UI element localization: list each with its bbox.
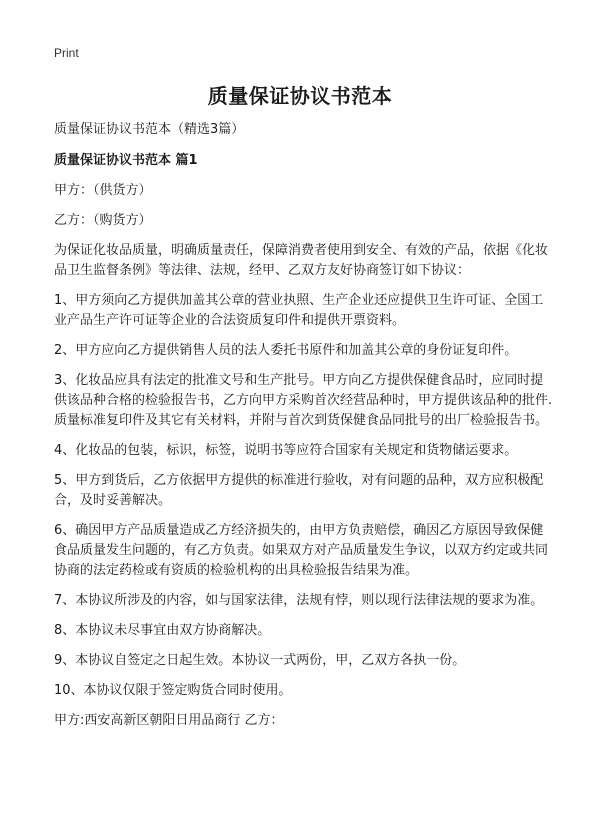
clause-3: 3、化妆品应具有法定的批准文号和生产批号。甲方向乙方提供保健食品时，应同时提供该品种合格的检验报告书，乙方向甲方采购首次经营品种时，甲方提供该品种的批件.质量标准复印件及其它有关材料，并附与首次到货保健食品同批号的出厂检验报告书。: [54, 373, 553, 428]
clause-4: 4、化妆品的包装，标识，标签，说明书等应符合国家有关规定和货物储运要求。: [54, 443, 518, 458]
print-link[interactable]: Print: [54, 46, 79, 60]
clause-1: 1、甲方须向乙方提供加盖其公章的营业执照、生产企业还应提供卫生许可证、全国工业产品生产许可证等企业的合法资质复印件和提供开票资料。: [54, 293, 544, 328]
clause-9: 9、本协议自签定之日起生效。本协议一式两份，甲，乙双方各执一份。: [54, 653, 466, 668]
clause-5: 5、甲方到货后，乙方依据甲方提供的标准进行验收，对有问题的品种，双方应积极配合，及时妥善解决。: [54, 473, 544, 508]
clause-8: 8、本协议未尽事宜由双方协商解决。: [54, 623, 271, 638]
signature-line: 甲方:西安高新区朝阳日用品商行 乙方：: [54, 713, 284, 728]
clause-6: 6、确因甲方产品质量造成乙方经济损失的，由甲方负责赔偿，确因乙方原因导致保健食品质量发生问题的，有乙方负责。如果双方对产品质量发生争议，以双方约定或共同协商的法定药检或有资质的检验机构的出具检验报告结果为准。: [54, 523, 549, 578]
clause-7: 7、本协议所涉及的内容，如与国家法律，法规有悖，则以现行法律法规的要求为准。: [54, 593, 544, 608]
document-subtitle: 质量保证协议书范本（精选3篇）: [54, 122, 245, 137]
intro-paragraph: 为保证化妆品质量，明确质量责任，保障消费者使用到安全、有效的产品，依据《化妆品卫生监督条例》等法律、法规，经甲、乙双方友好协商签订如下协议：: [54, 243, 549, 278]
party-a-line: 甲方：（供货方）: [54, 183, 152, 198]
document-body: [54, 120, 554, 741]
section-heading: 质量保证协议书范本 篇1: [54, 153, 198, 168]
clause-10: 10、本协议仅限于签定购货合同时使用。: [54, 683, 292, 698]
party-b-line: 乙方：（购货方）: [54, 213, 152, 228]
document-title: 质量保证协议书范本: [207, 84, 393, 108]
clause-2: 2、甲方应向乙方提供销售人员的法人委托书原件和加盖其公章的身份证复印件。: [54, 343, 518, 358]
